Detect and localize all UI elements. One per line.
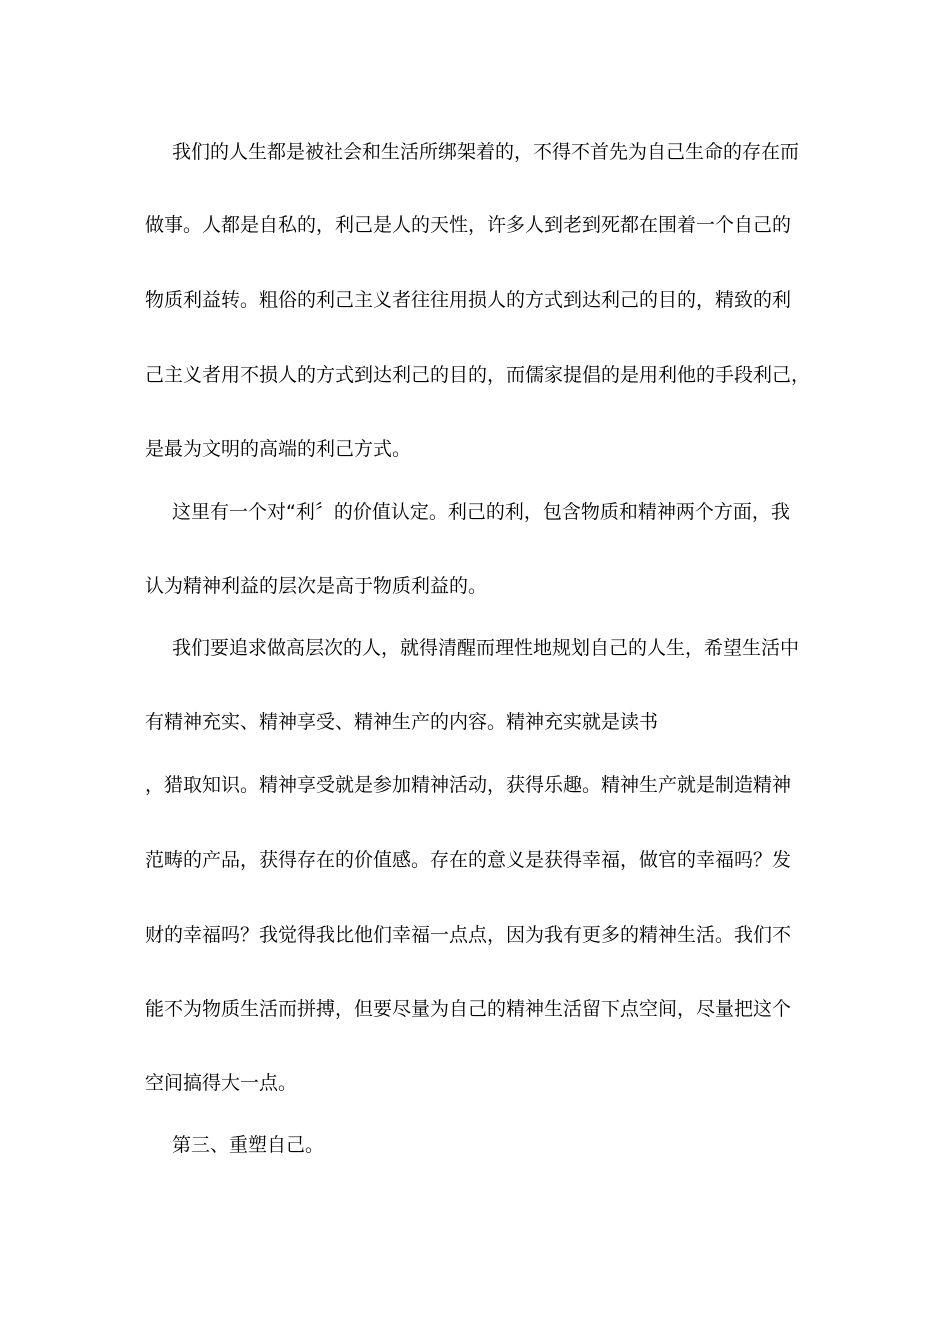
paragraph-line: 有精神充实、精神享受、精神生产的内容。精神充实就是读书 [145, 711, 659, 733]
paragraph-line: 财的幸福吗？我觉得我比他们幸福一点点，因为我有更多的精神生活。我们不 [145, 924, 792, 946]
paragraph-line: 己主义者用不损人的方式到达利己的目的，而儒家提倡的是用利他的手段利己， [145, 364, 810, 386]
paragraph-line: 我们的人生都是被社会和生活所绑架着的，不得不首先为自己生命的存在而 [172, 141, 800, 163]
paragraph-line: 做事。人都是自私的，利己是人的天性，许多人到老到死都在围着一个自己的 [145, 214, 792, 236]
paragraph-line: 这里有一个对“利〞的价值认定。利己的利，包含物质和精神两个方面，我 [172, 501, 790, 523]
paragraph-line: 我们要追求做高层次的人，就得清醒而理性地规划自己的人生，希望生活中 [172, 637, 800, 659]
paragraph-line: 范畴的产品，获得存在的价值感。存在的意义是获得幸福，做官的幸福吗？发 [145, 849, 792, 871]
paragraph-line: ，猎取知识。精神享受就是参加精神活动，获得乐趣。精神生产就是制造精神 [145, 774, 792, 796]
paragraph-line: 是最为文明的高端的利己方式。 [145, 438, 412, 460]
paragraph-line: 空间搞得大一点。 [145, 1072, 298, 1094]
paragraph-line: 能不为物质生活而拼搏，但要尽量为自己的精神生活留下点空间，尽量把这个 [145, 998, 792, 1020]
section-heading: 第三、重塑自己。 [172, 1134, 325, 1156]
paragraph-line: 物质利益转。粗俗的利己主义者往往用损人的方式到达利己的目的，精致的利 [145, 289, 792, 311]
paragraph-line: 认为精神利益的层次是高于物质利益的。 [145, 575, 488, 597]
